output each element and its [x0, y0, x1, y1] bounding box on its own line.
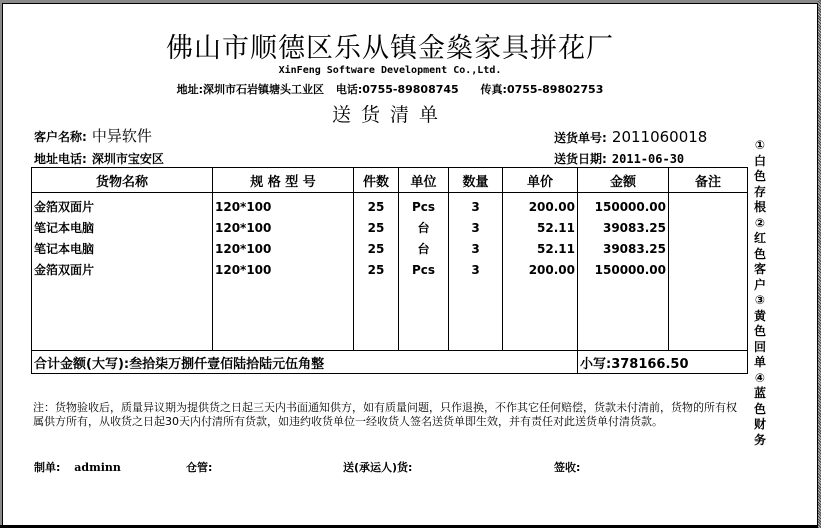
- cell-qty: 3: [449, 259, 503, 280]
- address-value: 深圳市石岩镇塘头工业区: [203, 83, 325, 96]
- cell-price: 52.11: [503, 238, 578, 259]
- empty-cell: [32, 280, 213, 351]
- address-label-text: 地址:: [176, 83, 204, 96]
- column-header-name: 货物名称: [32, 168, 213, 193]
- footer-maker: [34, 459, 121, 475]
- cell-remark: [669, 217, 748, 238]
- cell-price: 52.11: [503, 217, 578, 238]
- customer-address-value: 深圳市宝安区: [91, 152, 164, 166]
- maker-value: adminn: [74, 461, 121, 474]
- cell-spec: 120*100: [213, 193, 354, 218]
- delivery-date-row: [554, 148, 684, 167]
- fax: [481, 83, 604, 96]
- cell-pieces: 25: [354, 193, 399, 218]
- order-no-row: [554, 127, 707, 146]
- order-no-value: 2011060018: [611, 128, 708, 146]
- empty-cell: [449, 280, 503, 351]
- cell-price: 200.00: [503, 193, 578, 218]
- table-empty-space: [32, 280, 748, 351]
- cell-amount: 150000.00: [578, 259, 669, 280]
- delivery-date-value: 2011-06-30: [611, 152, 685, 166]
- total-uppercase-cell: [32, 351, 578, 374]
- cell-qty: 3: [449, 238, 503, 259]
- delivery-date-label: 送货日期:: [554, 152, 607, 166]
- cell-pieces: 25: [354, 259, 399, 280]
- cell-name: 笔记本电脑: [32, 217, 213, 238]
- cell-pieces: 25: [354, 217, 399, 238]
- column-header-amount: 金额: [578, 168, 669, 193]
- total-lowercase-value: 378166.50: [611, 356, 689, 372]
- empty-cell: [503, 280, 578, 351]
- phone-value: 0755-89808745: [362, 83, 459, 96]
- customer-address-row: [34, 148, 164, 167]
- copy-color-legend: ①白色存根②红色客户③黄色回单④蓝色财务: [753, 138, 766, 447]
- maker-label: 制单:: [34, 461, 61, 474]
- cell-amount: 39083.25: [578, 238, 669, 259]
- cell-qty: 3: [449, 193, 503, 218]
- customer-name-row: [34, 125, 152, 146]
- cell-remark: [669, 259, 748, 280]
- customer-name-value: 中异软件: [91, 127, 152, 145]
- customer-address-label: 地址电话:: [34, 152, 87, 166]
- total-uppercase-label: 合计金额(大写):: [34, 356, 130, 372]
- table-row: [32, 193, 748, 218]
- cell-pieces: 25: [354, 238, 399, 259]
- goods-table: [31, 167, 748, 374]
- phone-label: 电话:: [335, 83, 363, 96]
- cell-unit: Pcs: [399, 259, 449, 280]
- table-header-row: [32, 168, 748, 193]
- cell-unit: 台: [399, 217, 449, 238]
- cell-amount: 39083.25: [578, 217, 669, 238]
- page-border-top: [2, 3, 818, 4]
- order-no-label: 送货单号:: [554, 131, 607, 145]
- cell-spec: 120*100: [213, 238, 354, 259]
- table-row: [32, 217, 748, 238]
- fax-label: 传真:: [480, 83, 507, 96]
- contact-line: [0, 81, 780, 97]
- column-header-pieces: 件数: [354, 168, 399, 193]
- cell-remark: [669, 238, 748, 259]
- receiver-label: 签收:: [554, 461, 581, 474]
- empty-cell: [578, 280, 669, 351]
- cell-unit: 台: [399, 238, 449, 259]
- terms-note: 注：货物验收后，质量异议期为提供货之日起三天内书面通知供方，如有质量问题，只作退换，不作其它任何赔偿，货款未付清前，货物的所有权属供方所有，从收货之日起30天内付清所有货款，如违约收货单位一经收货人签名送货单即生效，并有责任对此送货单付清货款。: [33, 401, 737, 428]
- cell-unit: Pcs: [399, 193, 449, 218]
- cell-amount: 150000.00: [578, 193, 669, 218]
- fax-value: 0755-89802753: [506, 83, 604, 96]
- cell-name: 金箔双面片: [32, 259, 213, 280]
- cell-price: 200.00: [503, 259, 578, 280]
- phone: [336, 83, 459, 96]
- column-header-unit: 单位: [399, 168, 449, 193]
- column-header-qty: 数量: [449, 168, 503, 193]
- column-header-spec: 规 格 型 号: [213, 168, 354, 193]
- cell-spec: 120*100: [213, 217, 354, 238]
- document-title: 送货清单: [331, 104, 448, 126]
- cell-spec: 120*100: [213, 259, 354, 280]
- table-row: [32, 259, 748, 280]
- company-name-en: XinFeng Software Development Co.,Ltd.: [278, 65, 502, 76]
- cell-remark: [669, 193, 748, 218]
- empty-cell: [669, 280, 748, 351]
- empty-cell: [213, 280, 354, 351]
- table-row: [32, 238, 748, 259]
- empty-cell: [399, 280, 449, 351]
- total-row: [32, 351, 748, 374]
- column-header-price: 单价: [503, 168, 578, 193]
- column-header-remark: 备注: [669, 168, 748, 193]
- customer-name-label: 客户名称:: [34, 130, 87, 144]
- cell-qty: 3: [449, 217, 503, 238]
- address-label: [177, 83, 324, 96]
- carrier-label: 送(承运人)货:: [343, 461, 413, 474]
- empty-cell: [354, 280, 399, 351]
- total-lowercase-label: 小写:: [580, 356, 612, 372]
- company-name: 佛山市顺德区乐从镇金燊家具拼花厂: [166, 33, 614, 64]
- warehouse-label: 仓管:: [186, 461, 213, 474]
- cell-name: 笔记本电脑: [32, 238, 213, 259]
- total-uppercase-value: 叁拾柒万捌仟壹佰陆拾陆元伍角整: [129, 356, 325, 372]
- total-lowercase-cell: [578, 351, 748, 374]
- cell-name: 金箔双面片: [32, 193, 213, 218]
